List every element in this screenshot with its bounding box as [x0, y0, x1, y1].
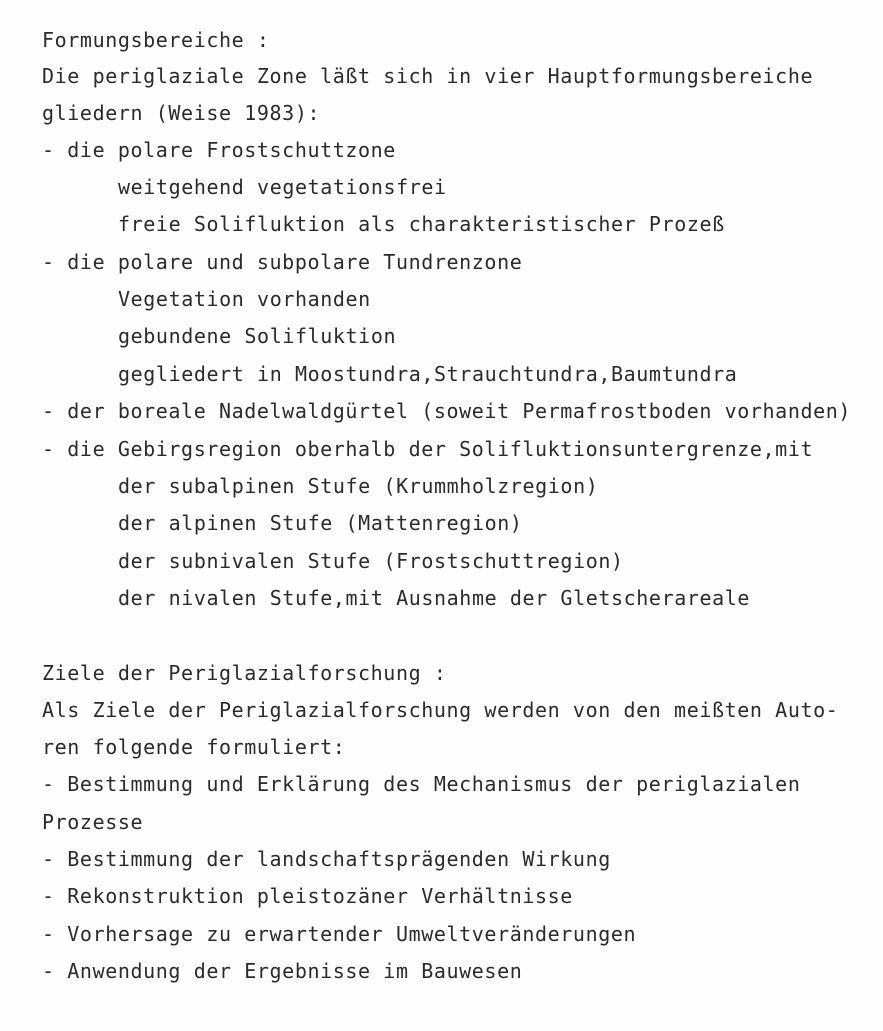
- list-item-detail: gebundene Solifluktion: [118, 324, 397, 348]
- list-item-detail: der subnivalen Stufe (Frostschuttregion): [118, 549, 624, 573]
- intro-line: Als Ziele der Periglazialforschung werden von den meißten Auto-: [42, 698, 839, 722]
- intro-line: ren folgende formuliert:: [42, 735, 346, 759]
- section-heading-formungsbereiche: Formungsbereiche :: [42, 28, 270, 52]
- list-item-detail: der nivalen Stufe,mit Ausnahme der Gletscherareale: [118, 586, 751, 610]
- list-item-detail: freie Solifluktion als charakteristischer Prozeß: [118, 212, 725, 236]
- list-item: - Bestimmung und Erklärung des Mechanismus der periglazialen: [42, 772, 801, 796]
- list-item-continuation: Prozesse: [42, 810, 144, 834]
- list-item: - Rekonstruktion pleistozäner Verhältnisse: [42, 884, 573, 908]
- list-item-title: - die polare Frostschuttzone: [42, 138, 396, 162]
- list-item: - Anwendung der Ergebnisse im Bauwesen: [42, 959, 523, 983]
- list-item-detail: weitgehend vegetationsfrei: [118, 175, 447, 199]
- section-heading-ziele: Ziele der Periglazialforschung :: [42, 661, 447, 685]
- list-item-detail: Vegetation vorhanden: [118, 287, 371, 311]
- list-item-title: - die polare und subpolare Tundrenzone: [42, 250, 523, 274]
- intro-line: gliedern (Weise 1983):: [42, 101, 321, 125]
- list-item-detail: der alpinen Stufe (Mattenregion): [118, 511, 523, 535]
- list-item: - Vorhersage zu erwartender Umweltveränderungen: [42, 922, 637, 946]
- list-item-title: - der boreale Nadelwaldgürtel (soweit Permafrostboden vorhanden): [42, 399, 852, 423]
- list-item-title: - die Gebirgsregion oberhalb der Solifluktionsuntergrenze,mit: [42, 437, 814, 461]
- list-item: - Bestimmung der landschaftsprägenden Wirkung: [42, 847, 611, 871]
- list-item-detail: gegliedert in Moostundra,Strauchtundra,Baumtundra: [118, 362, 738, 386]
- list-item-detail: der subalpinen Stufe (Krummholzregion): [118, 474, 599, 498]
- intro-line: Die periglaziale Zone läßt sich in vier Hauptformungsbereiche: [42, 64, 814, 88]
